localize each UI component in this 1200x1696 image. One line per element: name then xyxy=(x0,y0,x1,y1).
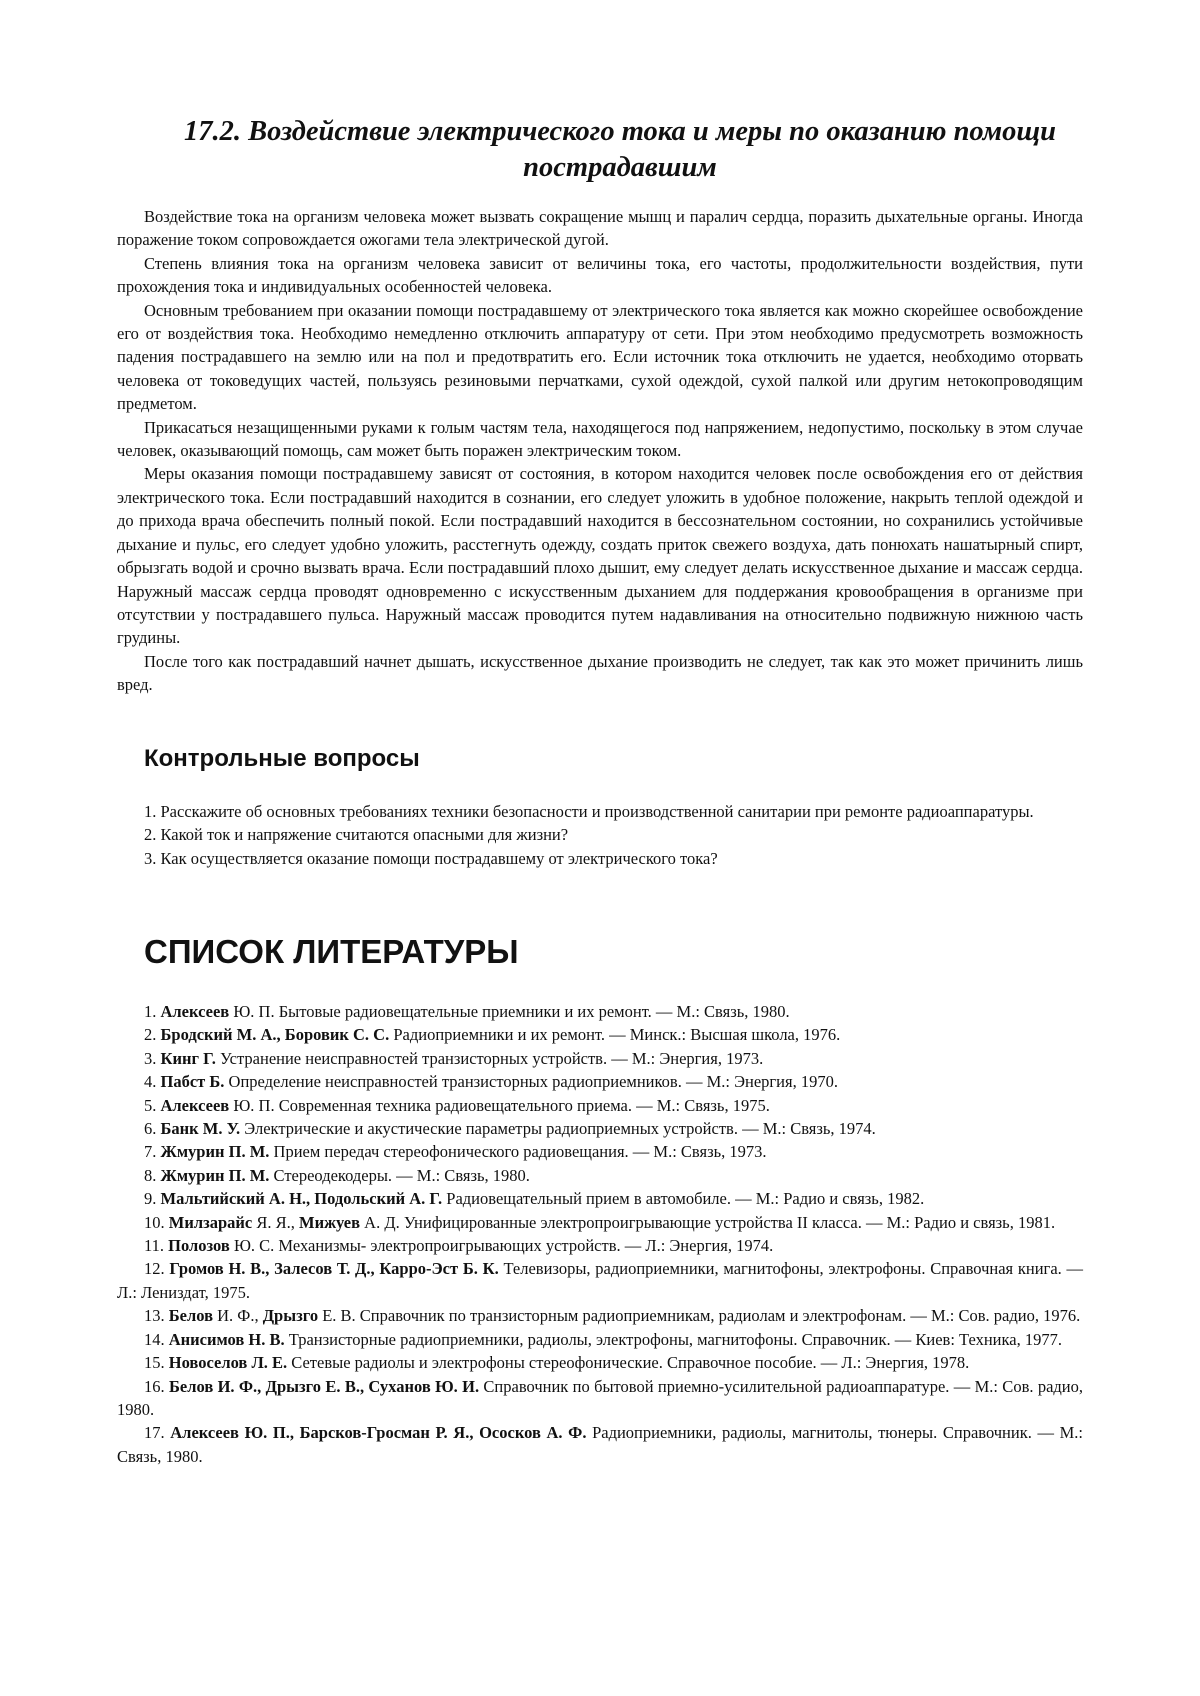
reference-number: 2. xyxy=(144,1025,157,1045)
reference-text: Радиовещательный прием в автомобиле. — М.: Радио и связь, 1982. xyxy=(442,1189,925,1209)
reference-text: Е. В. Справочник по транзисторным радиоприемникам, радиолам и электрофонам. — М.: Сов. радио, 1976. xyxy=(318,1306,1081,1326)
reference-text: Телевизоры, радиоприемники, магнитофоны, электрофоны. Справочная книга. — Л.: Лениздат, 1975. xyxy=(117,1259,1084,1302)
reference-number: 4. xyxy=(144,1072,157,1092)
reference-text: Определение неисправностей транзисторных радиоприемников. — М.: Энергия, 1970. xyxy=(224,1072,838,1092)
reference-number: 9. xyxy=(144,1189,157,1209)
reference-authors: Пабст Б. xyxy=(160,1072,225,1092)
reference-authors: Алексеев Ю. П., Барсков-Гросман Р. Я., Ососков А. Ф. xyxy=(170,1423,587,1443)
reference-text: Справочник по бытовой приемно-усилительной радиоаппаратуре. — М.: Сов. радио, 1980. xyxy=(117,1376,1083,1419)
reference-authors: Белов И. Ф., Дрызго Е. В., Суханов Ю. И. xyxy=(168,1376,480,1396)
reference-authors: Мальтийский А. Н., Подольский А. Г. xyxy=(160,1189,443,1209)
reference-text: Ю. П. Современная техника радиовещательного приема. — М.: Связь, 1975. xyxy=(229,1095,770,1115)
reference-number: 15. xyxy=(144,1353,165,1373)
paragraph: Основным требованием при оказании помощи пострадавшему от электрического тока является как можно скорейшее освобождение его от воздействия тока. Необходимо немедленно отключить аппаратуру от сети. При этом необходимо предусмотреть возможность падения пострадавшего на землю или на пол и предотвратить его. Если источник тока отключить не удается, необходимо оторвать человека от токоведущих частей, пользуясь резиновыми перчатками, сухой одеждой, сухой палкой или другим нетокопроводящим предметом. xyxy=(117,300,1083,414)
reference-item xyxy=(117,1304,1083,1327)
reference-authors: Жмурин П. М. xyxy=(160,1165,270,1185)
reference-authors: Анисимов Н. В. xyxy=(168,1329,285,1349)
reference-item xyxy=(117,1328,1083,1351)
reference-authors: Бродский М. А., Боровик С. С. xyxy=(160,1025,390,1045)
question-item: 2. Какой ток и напряжение считаются опасными для жизни? xyxy=(144,825,569,845)
reference-item xyxy=(117,1375,1083,1422)
reference-authors: Кинг Г. xyxy=(160,1048,216,1068)
reference-item xyxy=(117,1117,1083,1140)
reference-item xyxy=(117,1211,1083,1234)
reference-text: Электрические и акустические параметры радиоприемных устройств. — М.: Связь, 1974. xyxy=(240,1119,876,1139)
reference-item xyxy=(117,1187,1083,1210)
reference-number: 17. xyxy=(144,1423,165,1443)
reference-text: Транзисторные радиоприемники, радиолы, электрофоны, магнитофоны. Справочник. — Киев: Техника, 1977. xyxy=(284,1329,1062,1349)
reference-item xyxy=(117,1094,1083,1117)
question-item: 3. Как осуществляется оказание помощи пострадавшему от электрического тока? xyxy=(144,848,718,868)
reference-authors: Жмурин П. М. xyxy=(160,1142,270,1162)
reference-item xyxy=(117,1023,1083,1046)
reference-authors: Мижуев xyxy=(299,1212,361,1232)
questions-list xyxy=(117,800,1083,870)
reference-text: Ю. С. Механизмы- электропроигрывающих устройств. — Л.: Энергия, 1974. xyxy=(229,1236,774,1256)
reference-authors: Полозов xyxy=(168,1236,230,1256)
reference-authors: Дрызго xyxy=(262,1306,319,1326)
reference-authors: Банк М. У. xyxy=(160,1119,241,1139)
reference-item xyxy=(117,1000,1083,1023)
reference-number: 10. xyxy=(144,1212,165,1232)
reference-text: Ю. П. Бытовые радиовещательные приемники и их ремонт. — М.: Связь, 1980. xyxy=(229,1002,790,1021)
reference-item xyxy=(117,1047,1083,1070)
reference-number: 6. xyxy=(144,1119,157,1139)
body-text xyxy=(117,205,1083,697)
reference-number: 7. xyxy=(144,1142,157,1162)
reference-text: Я. Я., xyxy=(252,1212,299,1232)
questions-heading: Контрольные вопросы xyxy=(144,745,420,772)
reference-number: 13. xyxy=(144,1306,165,1326)
paragraph: Воздействие тока на организм человека может вызвать сокращение мышц и паралич сердца, поразить дыхательные органы. Иногда поражение током сопровождается ожогами тела электрической дугой. xyxy=(117,207,1083,250)
reference-text: Радиоприемники, радиолы, магнитолы, тюнеры. Справочник. — М.: Связь, 1980. xyxy=(117,1423,1083,1466)
reference-item xyxy=(117,1351,1083,1374)
reference-number: 8. xyxy=(144,1165,157,1185)
reference-authors: Милзарайс xyxy=(168,1212,253,1232)
reference-item xyxy=(117,1164,1083,1187)
bibliography-heading: СПИСОК ЛИТЕРАТУРЫ xyxy=(144,933,519,970)
reference-item xyxy=(117,1140,1083,1163)
reference-text: А. Д. Унифицированные электропроигрывающие устройства II класса. — М.: Радио и связь, 1981. xyxy=(360,1212,1056,1232)
reference-authors: Белов xyxy=(168,1306,213,1326)
reference-authors: Алексеев xyxy=(160,1095,230,1115)
paragraph: Прикасаться незащищенными руками к голым частям тела, находящегося под напряжением, недопустимо, поскольку в этом случае человек, оказывающий помощь, сам может быть поражен электрическим током. xyxy=(117,417,1083,461)
reference-authors: Алексеев xyxy=(160,1002,230,1021)
paragraph: Меры оказания помощи пострадавшему зависят от состояния, в котором находится человек после освобождения его от действия электрического тока. Если пострадавший находится в сознании, его следует уложить в удобное положение, накрыть теплой одеждой и до прихода врача обеспечить полный покой. Если пострадавший находится в бессознательном состоянии, но сохранились устойчивые дыхание и пульс, его следует удобно уложить, расстегнуть одежду, создать приток свежего воздуха, дать понюхать нашатырный спирт, обрызгать водой и срочно вызвать врача. Если пострадавший плохо дышит, ему следует делать искусственное дыхание и массаж сердца. Наружный массаж сердца проводят одновременно с искусственным дыханием для поддержания кровообращения в организме при отсутствии у пострадавшего пульса. Наружный массаж проводится путем надавливания на относительно подвижную нижнюю часть грудины. xyxy=(117,464,1083,648)
reference-number: 16. xyxy=(144,1376,165,1396)
reference-text: Устранение неисправностей транзисторных устройств. — М.: Энергия, 1973. xyxy=(215,1048,764,1068)
reference-text: Прием передач стереофонического радиовещания. — М.: Связь, 1973. xyxy=(269,1142,767,1162)
reference-number: 3. xyxy=(144,1048,157,1068)
bibliography-list xyxy=(117,1000,1083,1468)
reference-authors: Громов Н. В., Залесов Т. Д., Карро-Эст Б. К. xyxy=(169,1259,499,1279)
reference-number: 11. xyxy=(144,1236,165,1256)
question-item: 1. Расскажите об основных требованиях техники безопасности и производственной санитарии при ремонте радиоаппаратуры. xyxy=(144,802,1034,821)
reference-text: И. Ф., xyxy=(213,1306,263,1326)
reference-item xyxy=(117,1257,1083,1304)
reference-number: 1. xyxy=(144,1002,157,1021)
reference-authors: Новоселов Л. Е. xyxy=(168,1353,288,1373)
reference-item xyxy=(117,1070,1083,1093)
paragraph: Степень влияния тока на организм человека зависит от величины тока, его частоты, продолжительности воздействия, пути прохождения тока и индивидуальных особенностей человека. xyxy=(117,253,1083,297)
paragraph: После того как пострадавший начнет дышать, искусственное дыхание производить не следует, так как это может причинить лишь вред. xyxy=(117,651,1083,695)
reference-text: Радиоприемники и их ремонт. — Минск.: Высшая школа, 1976. xyxy=(389,1025,841,1045)
section-title: 17.2. Воздействие электрического тока и меры по оказанию помощи пострадавшим xyxy=(184,116,1056,183)
reference-number: 5. xyxy=(144,1095,157,1115)
reference-item xyxy=(117,1421,1083,1468)
reference-number: 12. xyxy=(144,1259,165,1279)
reference-text: Сетевые радиолы и электрофоны стереофонические. Справочное пособие. — Л.: Энергия, 1978. xyxy=(287,1353,970,1373)
reference-number: 14. xyxy=(144,1329,165,1349)
reference-item xyxy=(117,1234,1083,1257)
reference-text: Стереодекодеры. — М.: Связь, 1980. xyxy=(269,1165,530,1185)
